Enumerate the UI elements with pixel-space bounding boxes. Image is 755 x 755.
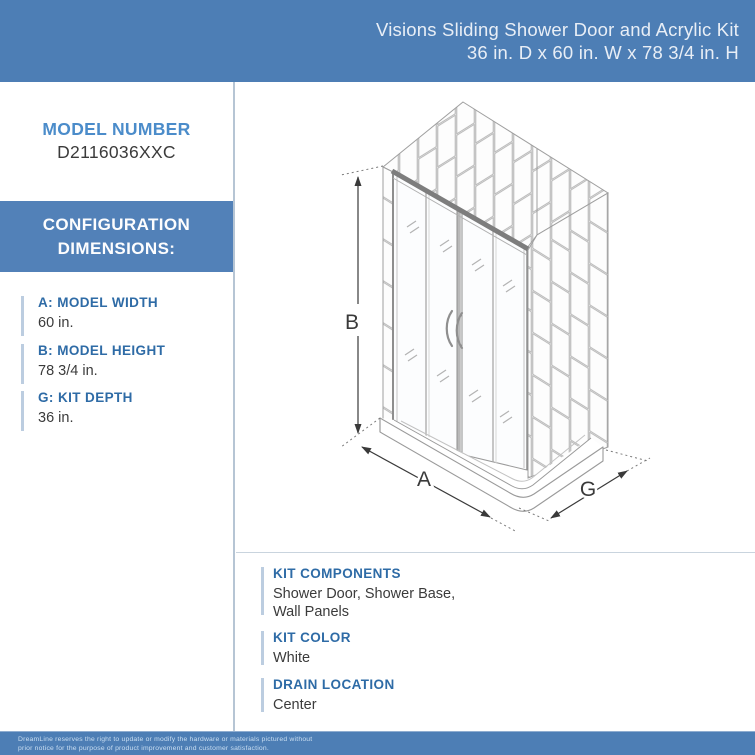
detail-item-drain-location bbox=[261, 677, 395, 714]
detail-item-kit-color bbox=[261, 630, 351, 667]
horizontal-divider bbox=[236, 552, 755, 553]
wall-panel-left bbox=[383, 167, 393, 432]
tick-bar bbox=[261, 631, 264, 665]
depth-dimension-label: G bbox=[579, 478, 597, 501]
detail-value: White bbox=[273, 650, 311, 666]
dimension-value: 60 in. bbox=[38, 315, 74, 331]
dimension-value: 36 in. bbox=[38, 410, 74, 426]
disclaimer-line: DreamLine reserves the right to update or modify the hardware or materials pictured without bbox=[18, 736, 313, 743]
tick-bar bbox=[261, 678, 264, 712]
extension-line bbox=[627, 458, 650, 471]
dimension-value: 78 3/4 in. bbox=[38, 363, 98, 379]
header-bar bbox=[0, 0, 755, 82]
height-dimension-label: B bbox=[344, 311, 360, 334]
tick-bar bbox=[21, 296, 24, 336]
detail-label: DRAIN LOCATION bbox=[273, 677, 395, 692]
dimension-item-width bbox=[0, 295, 158, 332]
detail-item-kit-components bbox=[261, 566, 455, 621]
disclaimer-line: prior notice for the purpose of product improvement and customer satisfaction. bbox=[18, 745, 269, 752]
extension-line bbox=[341, 166, 383, 175]
width-dimension-label: A bbox=[416, 468, 432, 491]
dimension-item-depth bbox=[0, 390, 133, 427]
model-number-block bbox=[0, 119, 233, 163]
extension-line bbox=[341, 418, 380, 447]
detail-value: Center bbox=[273, 697, 317, 713]
detail-value: Shower Door, Shower Base, Wall Panels bbox=[273, 586, 456, 620]
model-number-value: D2116036XXC bbox=[57, 142, 176, 162]
footer-bar bbox=[0, 731, 755, 755]
detail-label: KIT COMPONENTS bbox=[273, 566, 401, 581]
tick-bar bbox=[21, 391, 24, 431]
dimension-label: B: MODEL HEIGHT bbox=[38, 343, 166, 358]
product-title: Visions Sliding Shower Door and Acrylic Kit bbox=[375, 19, 739, 40]
extension-line bbox=[606, 450, 648, 461]
dimension-label: A: MODEL WIDTH bbox=[38, 295, 159, 310]
extension-line bbox=[491, 518, 517, 532]
detail-label: KIT COLOR bbox=[273, 630, 351, 645]
sidebar bbox=[0, 82, 233, 731]
model-number-label: MODEL NUMBER bbox=[42, 119, 191, 139]
dimension-label: G: KIT DEPTH bbox=[38, 390, 133, 405]
product-size: 36 in. D x 60 in. W x 78 3/4 in. H bbox=[466, 42, 739, 63]
tick-bar bbox=[261, 567, 264, 615]
shower-kit-diagram bbox=[233, 82, 755, 552]
dimension-item-height bbox=[0, 343, 165, 380]
tick-bar bbox=[21, 344, 24, 384]
configuration-dimensions-heading: CONFIGURATION DIMENSIONS: bbox=[0, 201, 233, 272]
wall-panel-right bbox=[528, 193, 608, 478]
